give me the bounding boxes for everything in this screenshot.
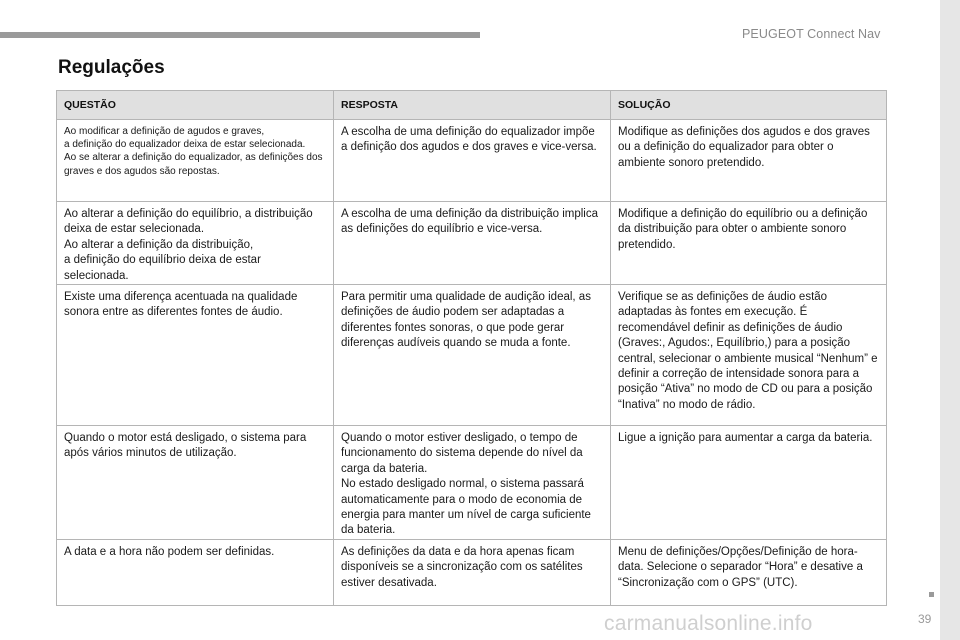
- faq-table: [56, 90, 887, 606]
- side-marker: [929, 592, 934, 597]
- table-row: [57, 539, 887, 605]
- page-number: 39: [918, 612, 932, 626]
- cell-question: Quando o motor está desligado, o sistema para após vários minutos de utilização.: [57, 426, 334, 540]
- table-row: [57, 120, 887, 202]
- cell-question: Existe uma diferença acentuada na qualidade sonora entre as diferentes fontes de áudio.: [57, 285, 334, 426]
- cell-solution: Verifique se as definições de áudio estão adaptadas às fontes em execução. É recomendável definir as definições de áudio (Graves:, Agudos:, Equilíbrio,) para a posição central, selecionar o ambiente musical “Nenhum” e definir a correção de intensidade sonora para a posição “Ativa” no modo de CD ou para a posição “Inativa” no modo de rádio.: [611, 285, 887, 426]
- cell-answer: A escolha de uma definição da distribuição implica as definições do equilíbrio e vice-versa.: [334, 202, 611, 285]
- table-header-row: [57, 91, 887, 120]
- table-row: [57, 285, 887, 426]
- cell-answer: A escolha de uma definição do equalizador impõe a definição dos agudos e dos graves e vice-versa.: [334, 120, 611, 202]
- column-header-question: QUESTÃO: [57, 91, 334, 120]
- cell-answer: Quando o motor estiver desligado, o tempo de funcionamento do sistema depende do nível da carga da bateria. No estado desligado normal, o sistema passará automaticamente para o modo de economia de energia para manter um nível de carga suficiente da bateria.: [334, 426, 611, 540]
- header-rule: [0, 32, 480, 38]
- column-header-solution: SOLUÇÃO: [611, 91, 887, 120]
- cell-question: A data e a hora não podem ser definidas.: [57, 539, 334, 605]
- cell-solution: Ligue a ignição para aumentar a carga da bateria.: [611, 426, 887, 540]
- cell-solution: Modifique a definição do equilíbrio ou a definição da distribuição para obter o ambiente sonoro pretendido.: [611, 202, 887, 285]
- table-row: [57, 202, 887, 285]
- cell-solution: Menu de definições/Opções/Definição de hora-data. Selecione o separador “Hora” e desative a “Sincronização com o GPS” (UTC).: [611, 539, 887, 605]
- cell-question: Ao modificar a definição de agudos e graves, a definição do equalizador deixa de estar selecionada. Ao se alterar a definição do equalizador, as definições dos graves e dos agudos são repostas.: [57, 120, 334, 202]
- watermark: carmanualsonline.info: [604, 612, 813, 635]
- cell-answer: As definições da data e da hora apenas ficam disponíveis se a sincronização com os satélites estiver desativada.: [334, 539, 611, 605]
- cell-solution: Modifique as definições dos agudos e dos graves ou a definição do equalizador para obter o ambiente sonoro pretendido.: [611, 120, 887, 202]
- page-title: Regulações: [58, 57, 165, 78]
- cell-question: Ao alterar a definição do equilíbrio, a distribuição deixa de estar selecionada. Ao alterar a definição da distribuição, a definição do equilíbrio deixa de estar selecionada.: [57, 202, 334, 285]
- cell-answer: Para permitir uma qualidade de audição ideal, as definições de áudio podem ser adaptadas a diferentes fontes sonoras, o que pode gerar diferenças audíveis quando se muda a fonte.: [334, 285, 611, 426]
- column-header-answer: RESPOSTA: [334, 91, 611, 120]
- table-row: [57, 426, 887, 540]
- side-strip: [940, 0, 960, 640]
- brand-label: PEUGEOT Connect Nav: [742, 27, 881, 41]
